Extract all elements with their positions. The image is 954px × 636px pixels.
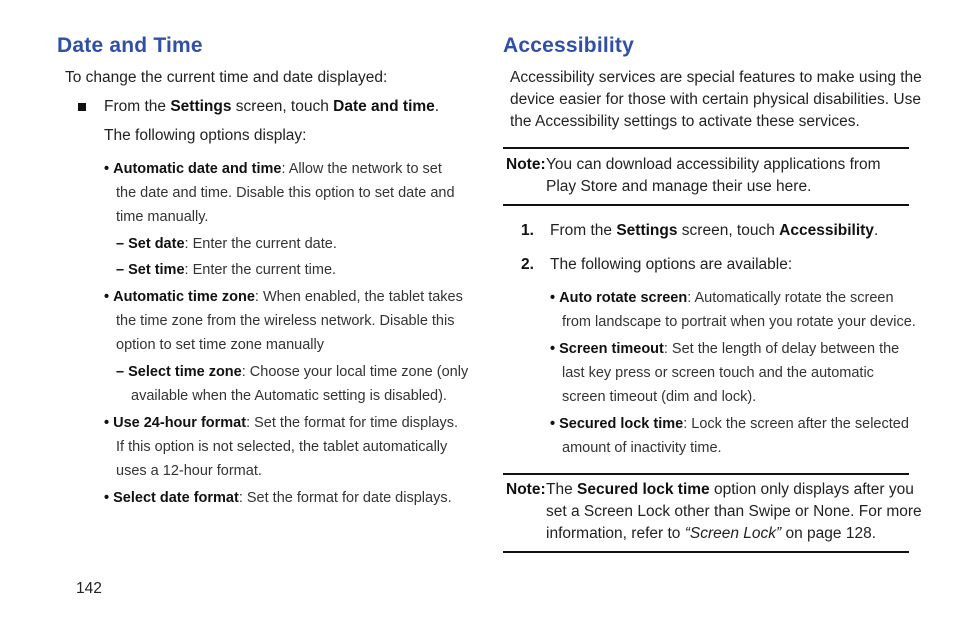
page-number: 142 [76, 580, 102, 597]
list-item: • Screen timeout: Set the length of delay between the last key press or screen touch and the automatic screen timeout (dim and lock). [550, 341, 900, 405]
note-label: Note: [506, 156, 546, 173]
sub-list-item: – Set date: Enter the current date. [116, 236, 337, 252]
sub-list-item: – Set time: Enter the current time. [116, 262, 337, 278]
step-instruction: The following options are available: [550, 256, 793, 273]
note-divider [503, 551, 909, 553]
note-label: Note: [506, 481, 546, 498]
step-number: 2. [521, 256, 534, 273]
note-divider [503, 147, 909, 149]
list-item: • Secured lock time: Lock the screen after the selected amount of inactivity time. [550, 416, 909, 456]
step-instruction: From the Settings screen, touch Accessibility. [550, 222, 879, 239]
list-item: • Automatic time zone: When enabled, the tablet takes the time zone from the wireless network. Disable this option to set time zone manually [104, 289, 463, 353]
intro-text: To change the current time and date displayed: [65, 69, 388, 86]
list-item: • Auto rotate screen: Automatically rotate the screen from landscape to portrait when you rotate your device. [550, 290, 916, 330]
sub-list-item: – Select time zone: Choose your local time zone (only available when the Automatic setting is disabled). [116, 364, 469, 404]
note-divider [503, 473, 909, 475]
cross-reference-link: “Screen Lock” [684, 525, 782, 542]
note-divider [503, 204, 909, 206]
list-item: • Automatic date and time: Allow the network to set the date and time. Disable this option to set date and time manually. [104, 161, 455, 225]
note-text: The Secured lock time option only displays after you set a Screen Lock other than Swipe or None. For more information, refer to “Screen Lock” on page 128. [546, 481, 922, 542]
step-instruction: From the Settings screen, touch Date and time. [104, 98, 440, 115]
note-text: You can download accessibility applications from Play Store and manage their use here. [546, 156, 881, 195]
following-text: The following options display: [104, 127, 307, 144]
list-item: • Select date format: Set the format for date displays. [104, 490, 452, 506]
square-bullet-icon [78, 103, 86, 111]
list-item: • Use 24-hour format: Set the format for time displays. If this option is not selected, the tablet automatically uses a 12-hour format. [104, 415, 459, 479]
accessibility-intro: Accessibility services are special features to make using the device easier for those with certain physical disabilities. Use the Accessibility settings to activate these services. [510, 69, 922, 130]
section-heading-date-and-time: Date and Time [57, 34, 203, 57]
section-heading-accessibility: Accessibility [503, 34, 634, 57]
step-number: 1. [521, 222, 534, 239]
